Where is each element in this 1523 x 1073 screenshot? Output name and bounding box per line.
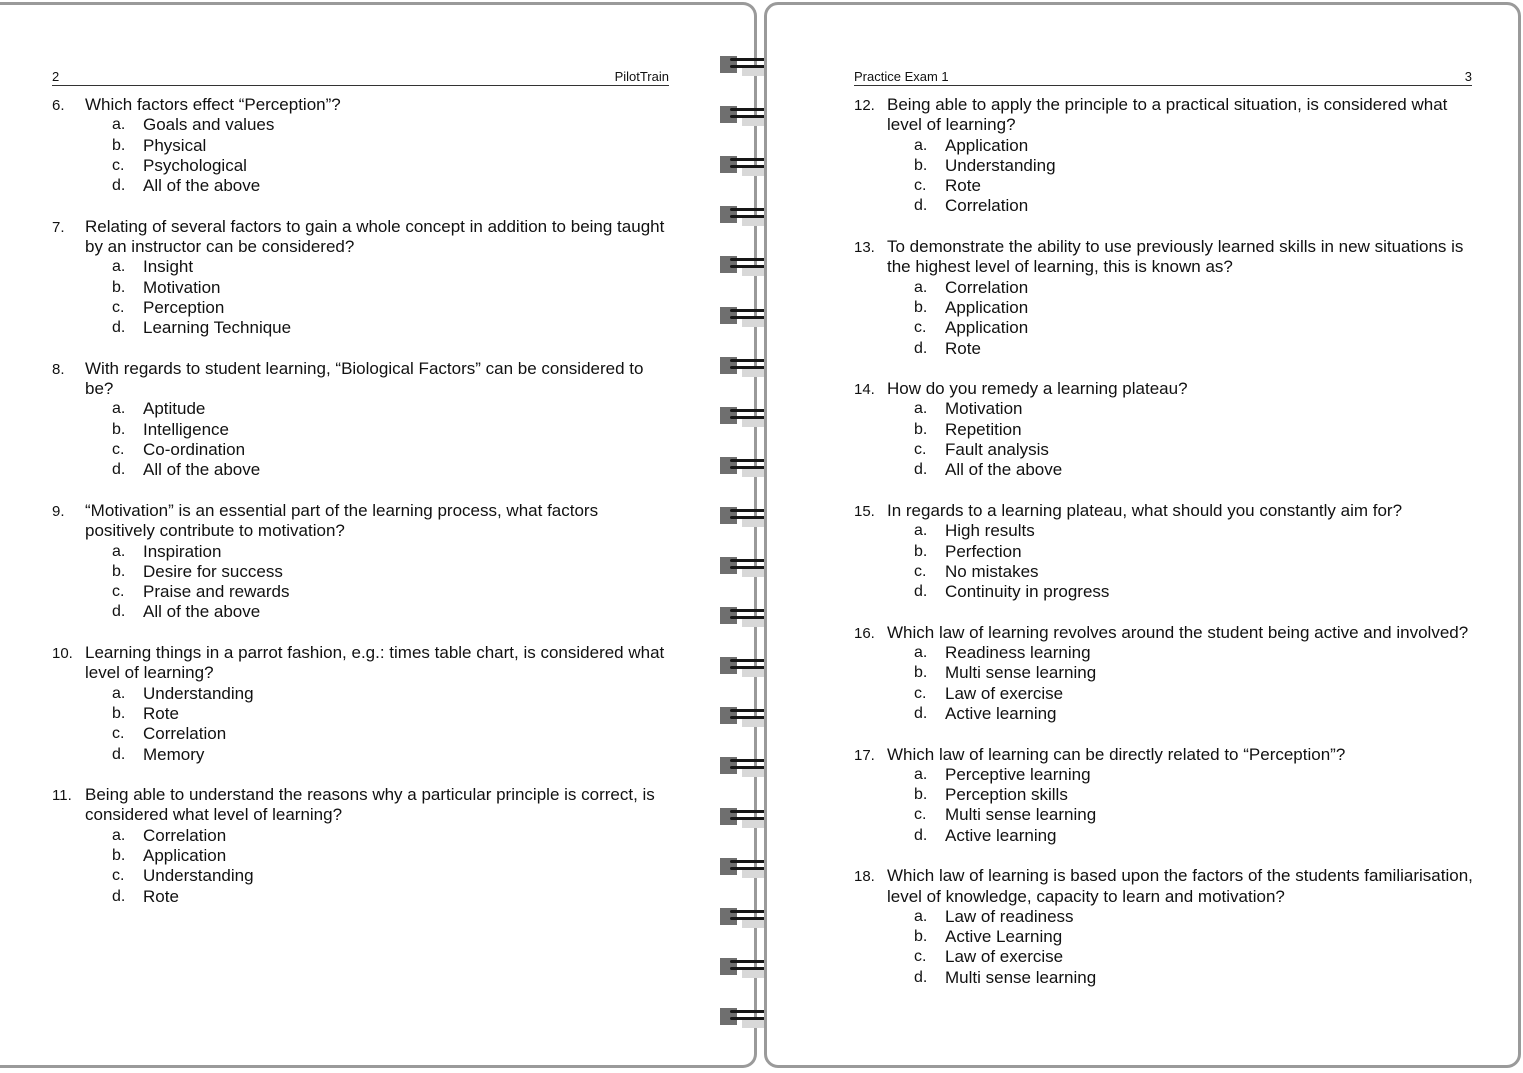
answer-option <box>887 176 1474 196</box>
option-letter: c. <box>914 319 927 337</box>
option-letter: c. <box>112 867 125 885</box>
question-text: Which law of learning revolves around the student being active and involved? <box>887 622 1469 642</box>
option-text: Active Learning <box>945 927 1063 947</box>
answer-option <box>887 765 1474 785</box>
answer-option <box>85 176 672 196</box>
option-letter: b. <box>112 136 126 154</box>
option-letter: a. <box>914 765 928 783</box>
option-text: Application <box>945 318 1029 338</box>
answer-option <box>85 460 672 480</box>
answer-option <box>887 704 1474 724</box>
option-letter: d. <box>914 968 928 986</box>
answer-option <box>887 907 1474 927</box>
answer-option <box>887 968 1474 988</box>
option-letter: c. <box>914 806 927 824</box>
option-letter: d. <box>112 887 126 905</box>
option-text: Understanding <box>143 866 254 886</box>
question-item <box>854 623 1474 724</box>
option-letter: a. <box>112 542 126 560</box>
option-text: Law of exercise <box>945 947 1064 967</box>
option-text: Continuity in progress <box>945 582 1110 602</box>
question-text: “Motivation” is an essential part of the learning process, what factors positively contribute to motivation? <box>85 500 599 541</box>
question-item <box>52 501 672 623</box>
option-letter: d. <box>914 461 928 479</box>
answer-option <box>85 887 672 907</box>
option-letter: d. <box>914 339 928 357</box>
answer-option <box>887 785 1474 805</box>
question-text: How do you remedy a learning plateau? <box>887 379 1188 399</box>
question-item <box>854 501 1474 602</box>
answer-option <box>887 663 1474 683</box>
question-text: Which law of learning is based upon the factors of the students familiarisation, level of knowledge, capacity to learn and motivation? <box>887 866 1473 906</box>
option-letter: d. <box>914 583 928 601</box>
question-text: Learning things in a parrot fashion, e.g.: times table chart, is considered what level of learning? <box>85 643 665 683</box>
option-text: Psychological <box>143 155 247 175</box>
option-text: No mistakes <box>945 561 1039 581</box>
option-text: Co-ordination <box>143 440 246 460</box>
page-number: 3 <box>1464 69 1472 84</box>
answer-option <box>887 420 1474 440</box>
option-letter: d. <box>112 745 126 763</box>
option-text: Motivation <box>143 277 221 297</box>
option-letter: d. <box>112 603 126 621</box>
option-text: All of the above <box>143 176 261 196</box>
question-number: 14. <box>854 381 875 399</box>
question-number: 10. <box>52 645 73 663</box>
option-text: Active learning <box>945 703 1057 723</box>
answer-option <box>887 562 1474 582</box>
option-text: All of the above <box>143 602 261 622</box>
option-text: Perception skills <box>945 785 1068 805</box>
option-text: Perceptive learning <box>945 764 1091 784</box>
question-item <box>854 745 1474 846</box>
answer-option <box>85 278 672 298</box>
question-item <box>52 217 672 339</box>
option-letter: b. <box>112 420 126 438</box>
answer-option <box>887 298 1474 318</box>
answer-option <box>85 745 672 765</box>
option-text: Law of exercise <box>945 683 1064 703</box>
option-text: All of the above <box>945 460 1063 480</box>
option-text: Goals and values <box>143 115 275 135</box>
option-letter: b. <box>914 786 928 804</box>
option-text: Motivation <box>945 399 1023 419</box>
option-letter: a. <box>914 400 928 418</box>
option-text: Rote <box>945 176 981 196</box>
option-letter: a. <box>112 400 126 418</box>
option-text: Perception <box>143 297 225 317</box>
question-number: 17. <box>854 746 875 764</box>
option-letter: b. <box>112 846 126 864</box>
option-text: Learning Technique <box>143 318 292 338</box>
option-letter: c. <box>112 298 125 316</box>
option-letter: c. <box>914 948 927 966</box>
question-item <box>854 95 1474 217</box>
option-text: Multi sense learning <box>945 663 1097 683</box>
option-letter: b. <box>914 156 928 174</box>
answer-option <box>887 278 1474 298</box>
question-text: In regards to a learning plateau, what should you constantly aim for? <box>887 500 1403 520</box>
answer-option <box>85 318 672 338</box>
question-number: 8. <box>52 360 65 378</box>
left-page <box>0 2 757 1068</box>
answer-option <box>85 684 672 704</box>
answer-option <box>85 156 672 176</box>
option-text: Understanding <box>143 683 254 703</box>
option-text: All of the above <box>143 460 261 480</box>
option-text: Correlation <box>143 724 227 744</box>
answer-option <box>85 440 672 460</box>
answer-option <box>887 156 1474 176</box>
question-text: Being able to understand the reasons why a particular principle is correct, is considered what level of learning? <box>85 785 655 825</box>
question-text: To demonstrate the ability to use previously learned skills in new situations is the highest level of learning, this is known as? <box>887 237 1464 277</box>
answer-option <box>887 318 1474 338</box>
option-text: Intelligence <box>143 419 230 439</box>
question-item <box>52 643 672 765</box>
option-text: Correlation <box>143 825 227 845</box>
answer-option <box>887 440 1474 460</box>
option-letter: b. <box>914 664 928 682</box>
option-text: Readiness learning <box>945 643 1091 663</box>
option-text: Application <box>143 845 227 865</box>
question-text: Which law of learning can be directly related to “Perception”? <box>887 744 1346 764</box>
question-number: 7. <box>52 218 65 236</box>
answer-option <box>85 399 672 419</box>
option-letter: c. <box>112 583 125 601</box>
question-number: 16. <box>854 624 875 642</box>
option-text: Repetition <box>945 419 1022 439</box>
question-item <box>854 866 1474 988</box>
option-letter: c. <box>914 684 927 702</box>
option-letter: a. <box>112 258 126 276</box>
option-letter: c. <box>112 156 125 174</box>
question-number: 6. <box>52 97 65 114</box>
option-text: Correlation <box>945 196 1029 216</box>
option-text: Law of readiness <box>945 906 1074 926</box>
answer-option <box>85 257 672 277</box>
question-item <box>52 785 672 907</box>
option-letter: d. <box>914 704 928 722</box>
option-letter: c. <box>112 725 125 743</box>
option-text: Insight <box>143 257 194 277</box>
option-text: Application <box>945 135 1029 155</box>
answer-option <box>85 136 672 156</box>
answer-option <box>887 684 1474 704</box>
option-letter: b. <box>112 562 126 580</box>
question-item <box>52 95 672 196</box>
option-text: Fault analysis <box>945 440 1049 460</box>
answer-option <box>887 826 1474 846</box>
question-number: 12. <box>854 97 875 114</box>
page-number: 2 <box>52 69 60 84</box>
option-letter: d. <box>112 177 126 195</box>
option-letter: c. <box>914 562 927 580</box>
answer-option <box>887 460 1474 480</box>
question-number: 13. <box>854 239 875 257</box>
answer-option <box>887 582 1474 602</box>
answer-option <box>85 542 672 562</box>
question-number: 15. <box>854 502 875 520</box>
option-letter: b. <box>914 420 928 438</box>
option-letter: a. <box>112 826 126 844</box>
option-letter: b. <box>112 704 126 722</box>
answer-option <box>887 196 1474 216</box>
option-text: Rote <box>945 338 981 358</box>
answer-option <box>85 582 672 602</box>
option-letter: d. <box>112 319 126 337</box>
option-letter: b. <box>914 928 928 946</box>
question-text: Which factors effect “Perception”? <box>85 95 341 114</box>
question-list <box>854 95 1474 1008</box>
answer-option <box>887 643 1474 663</box>
option-letter: c. <box>914 441 927 459</box>
answer-option <box>85 866 672 886</box>
question-text: With regards to student learning, “Biological Factors” can be considered to be? <box>85 358 644 399</box>
option-text: Multi sense learning <box>945 805 1097 825</box>
question-list <box>52 95 672 927</box>
question-text: Relating of several factors to gain a whole concept in addition to being taught by an instructor can be considered? <box>85 216 665 257</box>
option-letter: a. <box>112 116 126 134</box>
answer-option <box>887 339 1474 359</box>
option-letter: c. <box>112 441 125 459</box>
option-letter: c. <box>914 177 927 195</box>
question-number: 9. <box>52 502 65 520</box>
answer-option <box>887 521 1474 541</box>
answer-option <box>85 846 672 866</box>
question-text: Being able to apply the principle to a practical situation, is considered what level of learning? <box>887 95 1448 135</box>
option-text: High results <box>945 521 1035 541</box>
right-page <box>764 2 1521 1068</box>
answer-option <box>85 724 672 744</box>
answer-option <box>887 927 1474 947</box>
option-text: Understanding <box>945 155 1056 175</box>
option-text: Rote <box>143 886 179 906</box>
answer-option <box>85 115 672 135</box>
running-title: PilotTrain <box>614 69 669 84</box>
question-number: 11. <box>52 787 72 805</box>
page-header <box>52 68 669 86</box>
option-letter: b. <box>112 278 126 296</box>
option-text: Application <box>945 297 1029 317</box>
option-text: Memory <box>143 744 205 764</box>
running-title: Practice Exam 1 <box>854 69 949 84</box>
option-text: Correlation <box>945 277 1029 297</box>
answer-option <box>85 602 672 622</box>
page-header <box>854 68 1472 86</box>
option-letter: a. <box>914 644 928 662</box>
option-letter: d. <box>914 197 928 215</box>
option-text: Inspiration <box>143 541 222 561</box>
answer-option <box>85 704 672 724</box>
option-text: Multi sense learning <box>945 967 1097 987</box>
option-letter: b. <box>914 542 928 560</box>
option-text: Rote <box>143 703 179 723</box>
answer-option <box>85 298 672 318</box>
answer-option <box>887 947 1474 967</box>
option-letter: b. <box>914 298 928 316</box>
answer-option <box>887 136 1474 156</box>
answer-option <box>85 826 672 846</box>
option-letter: d. <box>112 461 126 479</box>
answer-option <box>887 805 1474 825</box>
option-letter: a. <box>112 684 126 702</box>
question-item <box>854 237 1474 359</box>
option-text: Active learning <box>945 825 1057 845</box>
option-letter: a. <box>914 136 928 154</box>
question-item <box>52 359 672 481</box>
question-number: 18. <box>854 868 875 886</box>
answer-option <box>887 399 1474 419</box>
option-text: Desire for success <box>143 561 283 581</box>
option-letter: a. <box>914 907 928 925</box>
option-text: Physical <box>143 135 207 155</box>
option-text: Perfection <box>945 541 1022 561</box>
answer-option <box>85 420 672 440</box>
answer-option <box>85 562 672 582</box>
option-letter: a. <box>914 278 928 296</box>
option-text: Praise and rewards <box>143 582 290 602</box>
answer-option <box>887 542 1474 562</box>
option-text: Aptitude <box>143 399 206 419</box>
option-letter: d. <box>914 826 928 844</box>
question-item <box>854 379 1474 480</box>
option-letter: a. <box>914 522 928 540</box>
